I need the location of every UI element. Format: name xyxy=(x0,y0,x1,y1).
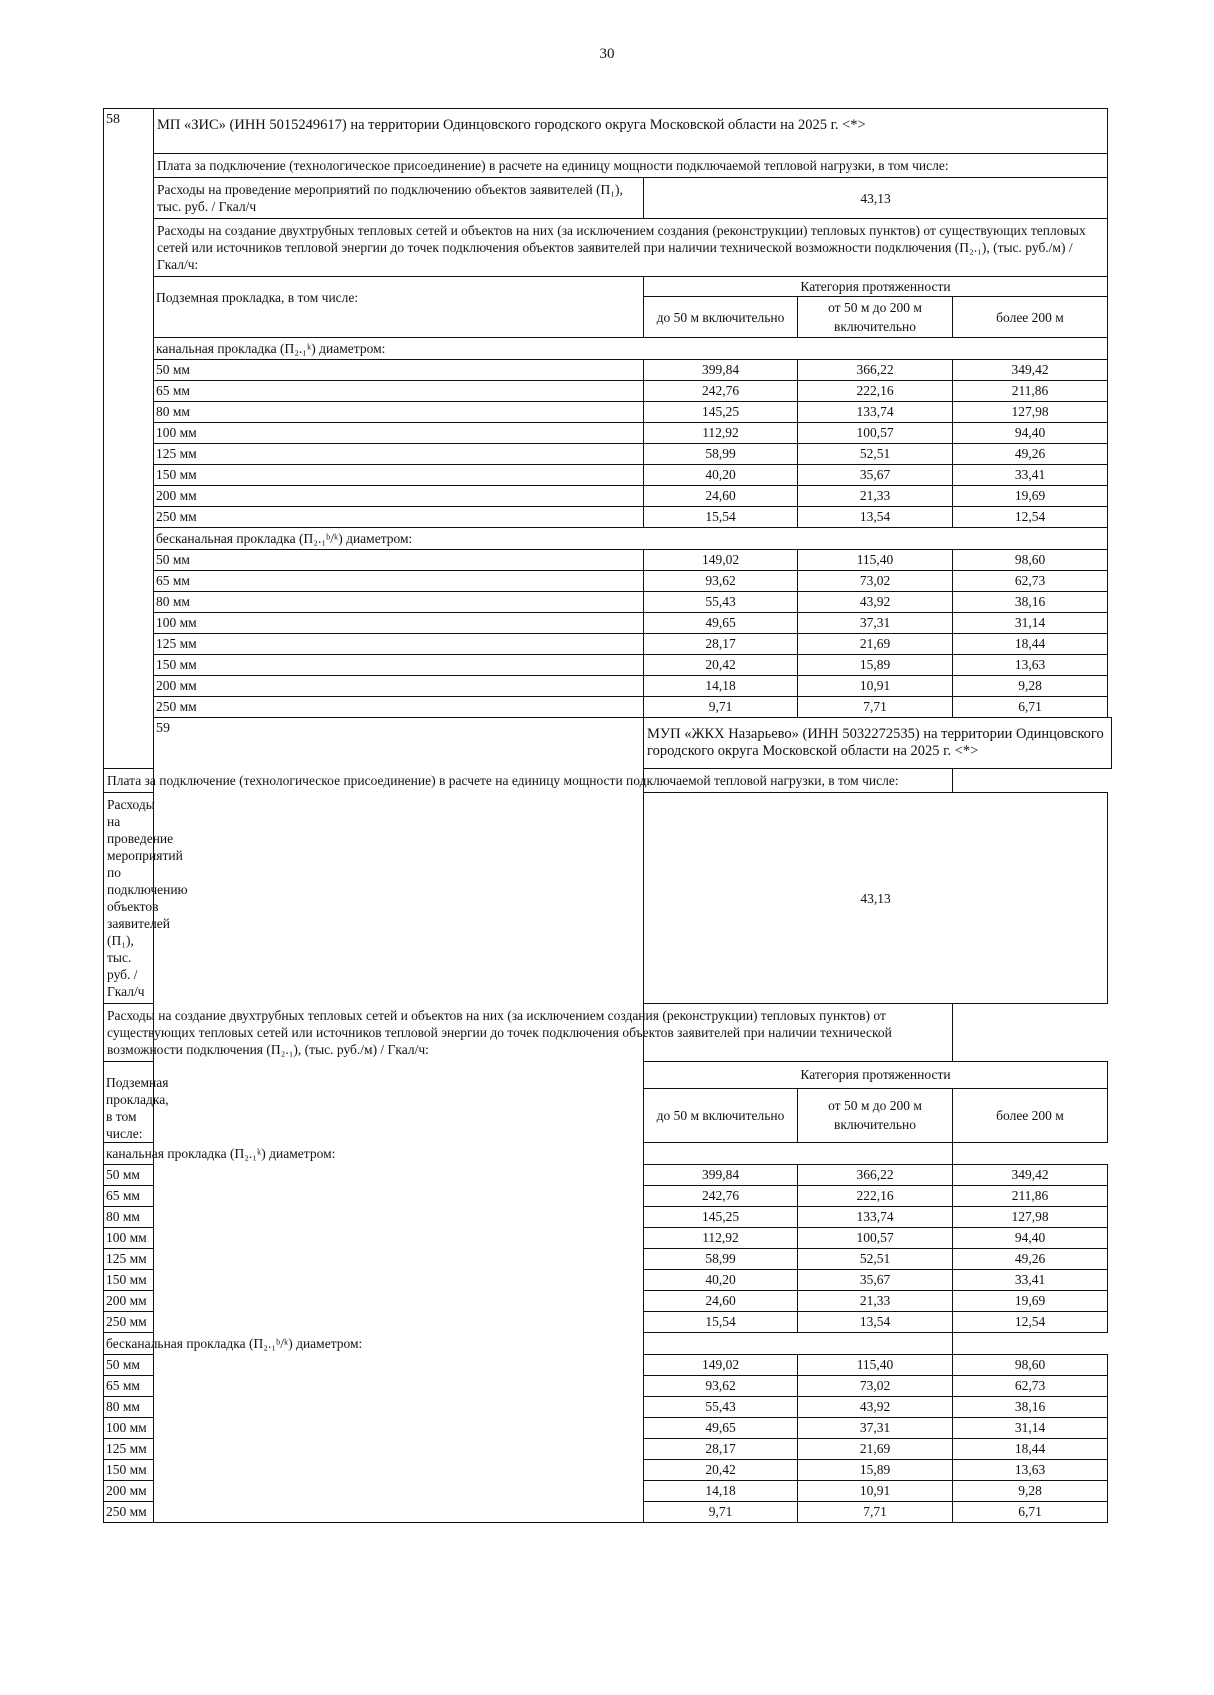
value-cell: 21,33 xyxy=(798,1291,953,1312)
value-cell: 149,02 xyxy=(644,1355,798,1376)
diameter-label: 65 мм xyxy=(104,1376,154,1397)
diameter-label: 150 мм xyxy=(104,1270,154,1291)
diameter-label: 125 мм xyxy=(104,1249,154,1270)
value-cell: 149,02 xyxy=(644,550,798,571)
value-cell: 43,92 xyxy=(798,592,953,613)
channelless-label: бесканальная прокладка (П₂.₁ᵇ/ᵏ) диаметром: xyxy=(154,528,1108,550)
diameter-label: 50 мм xyxy=(104,1165,154,1186)
value-cell: 20,42 xyxy=(644,655,798,676)
value-cell: 31,14 xyxy=(953,1418,1108,1439)
value-cell: 31,14 xyxy=(953,613,1108,634)
value-cell: 58,99 xyxy=(644,1249,798,1270)
value-cell: 15,54 xyxy=(644,507,798,528)
column-header: более 200 м xyxy=(953,1088,1108,1142)
value-cell: 13,63 xyxy=(953,655,1108,676)
p21-row xyxy=(104,219,1112,277)
value-cell: 52,51 xyxy=(798,1249,953,1270)
fee-row xyxy=(104,769,1112,793)
diameter-label: 150 мм xyxy=(154,465,644,486)
channel-label-row xyxy=(104,338,1112,360)
p1-label: Расходы на проведение мероприятий по подключению объектов заявителей (П₁), тыс. руб. / Гкал/ч xyxy=(154,178,644,219)
value-cell: 21,69 xyxy=(798,634,953,655)
value-cell: 9,71 xyxy=(644,1502,798,1523)
diameter-label: 250 мм xyxy=(104,1312,154,1333)
channelless-label-row xyxy=(104,528,1112,550)
diameter-label: 65 мм xyxy=(154,571,644,592)
p1-label: Расходы на проведение мероприятий по подключению объектов заявителей (П₁), тыс. руб. / Гкал/ч xyxy=(104,793,154,1004)
value-cell: 62,73 xyxy=(953,1376,1108,1397)
table-row xyxy=(104,360,1112,381)
page-number: 30 xyxy=(599,46,615,62)
value-cell: 40,20 xyxy=(644,465,798,486)
value-cell: 127,98 xyxy=(953,1207,1108,1228)
value-cell: 12,54 xyxy=(953,507,1108,528)
column-header: более 200 м xyxy=(953,297,1108,338)
underground-label: Подземная прокладка, в том числе: xyxy=(104,1062,154,1143)
column-header: от 50 м до 200 м включительно xyxy=(798,297,953,338)
value-cell: 24,60 xyxy=(644,486,798,507)
diameter-label: 100 мм xyxy=(154,423,644,444)
diameter-label: 100 мм xyxy=(154,613,644,634)
diameter-label: 80 мм xyxy=(104,1397,154,1418)
value-cell: 211,86 xyxy=(953,381,1108,402)
table-row xyxy=(104,592,1112,613)
underground-label: Подземная прокладка, в том числе: xyxy=(154,277,644,338)
category-header-row xyxy=(104,277,1112,297)
diameter-label: 100 мм xyxy=(104,1418,154,1439)
value-cell: 13,63 xyxy=(953,1460,1108,1481)
value-cell: 49,65 xyxy=(644,1418,798,1439)
table-row xyxy=(104,381,1112,402)
table-row xyxy=(104,423,1112,444)
channel-label: канальная прокладка (П₂.₁ᵏ) диаметром: xyxy=(154,338,1108,360)
channel-label: канальная прокладка (П₂.₁ᵏ) диаметром: xyxy=(104,1143,953,1165)
diameter-label: 50 мм xyxy=(154,360,644,381)
table-row xyxy=(104,444,1112,465)
value-cell: 9,28 xyxy=(953,676,1108,697)
value-cell: 9,71 xyxy=(644,697,798,718)
diameter-label: 200 мм xyxy=(104,1481,154,1502)
value-cell: 6,71 xyxy=(953,697,1108,718)
value-cell: 58,99 xyxy=(644,444,798,465)
value-cell: 37,31 xyxy=(798,1418,953,1439)
p21-text: Расходы на создание двухтрубных тепловых сетей и объектов на них (за исключением создания (реконструкции) тепловых пунктов) от существующих тепловых сетей или источников тепловой энергии до точек подключения объектов заявителей при наличии технической возможности подключения (П₂.₁), (тыс. руб./м) / Гкал/ч: xyxy=(104,1004,953,1062)
value-cell: 112,92 xyxy=(644,1228,798,1249)
diameter-label: 50 мм xyxy=(104,1355,154,1376)
value-cell: 9,28 xyxy=(953,1481,1108,1502)
p1-value: 43,13 xyxy=(644,793,1108,1004)
value-cell: 49,65 xyxy=(644,613,798,634)
table-row xyxy=(104,507,1112,528)
value-cell: 242,76 xyxy=(644,1186,798,1207)
section-title-row xyxy=(104,718,1112,769)
channelless-label-row xyxy=(104,1333,1112,1355)
diameter-label: 65 мм xyxy=(104,1186,154,1207)
value-cell: 112,92 xyxy=(644,423,798,444)
value-cell: 33,41 xyxy=(953,1270,1108,1291)
diameter-label: 125 мм xyxy=(154,444,644,465)
value-cell: 43,92 xyxy=(798,1397,953,1418)
p1-value: 43,13 xyxy=(644,178,1108,219)
diameter-label: 200 мм xyxy=(154,486,644,507)
table-row xyxy=(104,697,1112,718)
diameter-label: 65 мм xyxy=(154,381,644,402)
value-cell: 49,26 xyxy=(953,444,1108,465)
value-cell: 366,22 xyxy=(798,360,953,381)
channelless-label: бесканальная прокладка (П₂.₁ᵇ/ᵏ) диаметром: xyxy=(104,1333,953,1355)
diameter-label: 125 мм xyxy=(154,634,644,655)
value-cell: 20,42 xyxy=(644,1460,798,1481)
value-cell: 15,89 xyxy=(798,655,953,676)
table-row xyxy=(104,655,1112,676)
value-cell: 15,54 xyxy=(644,1312,798,1333)
value-cell: 10,91 xyxy=(798,676,953,697)
channel-label-row xyxy=(104,1143,1112,1165)
diameter-label: 250 мм xyxy=(104,1502,154,1523)
p21-text: Расходы на создание двухтрубных тепловых сетей и объектов на них (за исключением создания (реконструкции) тепловых пунктов) от существующих тепловых сетей или источников тепловой энергии до точек подключения объектов заявителей при наличии технической возможности подключения (П₂.₁), (тыс. руб./м) / Гкал/ч: xyxy=(154,219,1108,277)
value-cell: 33,41 xyxy=(953,465,1108,486)
tariff-table xyxy=(103,108,1112,1523)
value-cell: 21,33 xyxy=(798,486,953,507)
value-cell: 13,54 xyxy=(798,1312,953,1333)
value-cell: 399,84 xyxy=(644,360,798,381)
value-cell: 40,20 xyxy=(644,1270,798,1291)
diameter-label: 80 мм xyxy=(154,592,644,613)
section-number: 59 xyxy=(154,718,644,1523)
section-title-row xyxy=(104,109,1112,154)
value-cell: 28,17 xyxy=(644,1439,798,1460)
value-cell: 55,43 xyxy=(644,592,798,613)
value-cell: 222,16 xyxy=(798,1186,953,1207)
value-cell: 13,54 xyxy=(798,507,953,528)
column-header: до 50 м включительно xyxy=(644,297,798,338)
value-cell: 52,51 xyxy=(798,444,953,465)
p21-row xyxy=(104,1004,1112,1062)
table-row xyxy=(104,676,1112,697)
table-row xyxy=(104,634,1112,655)
diameter-label: 150 мм xyxy=(104,1460,154,1481)
value-cell: 49,26 xyxy=(953,1249,1108,1270)
column-header: до 50 м включительно xyxy=(644,1088,798,1142)
value-cell: 93,62 xyxy=(644,1376,798,1397)
value-cell: 21,69 xyxy=(798,1439,953,1460)
value-cell: 19,69 xyxy=(953,486,1108,507)
category-header: Категория протяженности xyxy=(644,1062,1108,1089)
diameter-label: 125 мм xyxy=(104,1439,154,1460)
value-cell: 222,16 xyxy=(798,381,953,402)
value-cell: 145,25 xyxy=(644,402,798,423)
fee-text: Плата за подключение (технологическое присоединение) в расчете на единицу мощности подключаемой тепловой нагрузки, в том числе: xyxy=(104,769,953,793)
diameter-label: 200 мм xyxy=(154,676,644,697)
diameter-label: 250 мм xyxy=(154,507,644,528)
table-row xyxy=(104,550,1112,571)
value-cell: 93,62 xyxy=(644,571,798,592)
diameter-label: 200 мм xyxy=(104,1291,154,1312)
value-cell: 98,60 xyxy=(953,550,1108,571)
value-cell: 399,84 xyxy=(644,1165,798,1186)
value-cell: 127,98 xyxy=(953,402,1108,423)
value-cell: 24,60 xyxy=(644,1291,798,1312)
diameter-label: 150 мм xyxy=(154,655,644,676)
value-cell: 35,67 xyxy=(798,465,953,486)
value-cell: 62,73 xyxy=(953,571,1108,592)
table-row xyxy=(104,465,1112,486)
value-cell: 94,40 xyxy=(953,1228,1108,1249)
diameter-label: 80 мм xyxy=(154,402,644,423)
table-row xyxy=(104,486,1112,507)
category-header: Категория протяженности xyxy=(644,277,1108,297)
value-cell: 366,22 xyxy=(798,1165,953,1186)
value-cell: 115,40 xyxy=(798,550,953,571)
value-cell: 38,16 xyxy=(953,592,1108,613)
value-cell: 73,02 xyxy=(798,571,953,592)
value-cell: 349,42 xyxy=(953,360,1108,381)
table-row xyxy=(104,571,1112,592)
value-cell: 37,31 xyxy=(798,613,953,634)
diameter-label: 50 мм xyxy=(154,550,644,571)
value-cell: 98,60 xyxy=(953,1355,1108,1376)
value-cell: 7,71 xyxy=(798,697,953,718)
value-cell: 133,74 xyxy=(798,1207,953,1228)
section-title: МП «ЗИС» (ИНН 5015249617) на территории Одинцовского городского округа Московской области на 2025 г. <*> xyxy=(154,109,1108,154)
column-header: от 50 м до 200 м включительно xyxy=(798,1088,953,1142)
value-cell: 12,54 xyxy=(953,1312,1108,1333)
value-cell: 10,91 xyxy=(798,1481,953,1502)
value-cell: 15,89 xyxy=(798,1460,953,1481)
value-cell: 100,57 xyxy=(798,423,953,444)
value-cell: 242,76 xyxy=(644,381,798,402)
p1-row xyxy=(104,178,1112,219)
table-row xyxy=(104,613,1112,634)
value-cell: 19,69 xyxy=(953,1291,1108,1312)
value-cell: 55,43 xyxy=(644,1397,798,1418)
value-cell: 6,71 xyxy=(953,1502,1108,1523)
value-cell: 115,40 xyxy=(798,1355,953,1376)
fee-row xyxy=(104,154,1112,178)
fee-text: Плата за подключение (технологическое присоединение) в расчете на единицу мощности подключаемой тепловой нагрузки, в том числе: xyxy=(154,154,1108,178)
value-cell: 18,44 xyxy=(953,634,1108,655)
diameter-label: 100 мм xyxy=(104,1228,154,1249)
value-cell: 145,25 xyxy=(644,1207,798,1228)
value-cell: 133,74 xyxy=(798,402,953,423)
value-cell: 100,57 xyxy=(798,1228,953,1249)
value-cell: 7,71 xyxy=(798,1502,953,1523)
value-cell: 14,18 xyxy=(644,1481,798,1502)
diameter-label: 250 мм xyxy=(154,697,644,718)
section-number: 58 xyxy=(104,109,154,769)
value-cell: 349,42 xyxy=(953,1165,1108,1186)
diameter-label: 80 мм xyxy=(104,1207,154,1228)
table-row xyxy=(104,402,1112,423)
value-cell: 73,02 xyxy=(798,1376,953,1397)
value-cell: 28,17 xyxy=(644,634,798,655)
value-cell: 18,44 xyxy=(953,1439,1108,1460)
value-cell: 211,86 xyxy=(953,1186,1108,1207)
value-cell: 14,18 xyxy=(644,676,798,697)
section-title: МУП «ЖКХ Назарьево» (ИНН 5032272535) на территории Одинцовского городского округа Московской области на 2025 г. <*> xyxy=(644,718,1112,769)
value-cell: 35,67 xyxy=(798,1270,953,1291)
value-cell: 38,16 xyxy=(953,1397,1108,1418)
value-cell: 94,40 xyxy=(953,423,1108,444)
